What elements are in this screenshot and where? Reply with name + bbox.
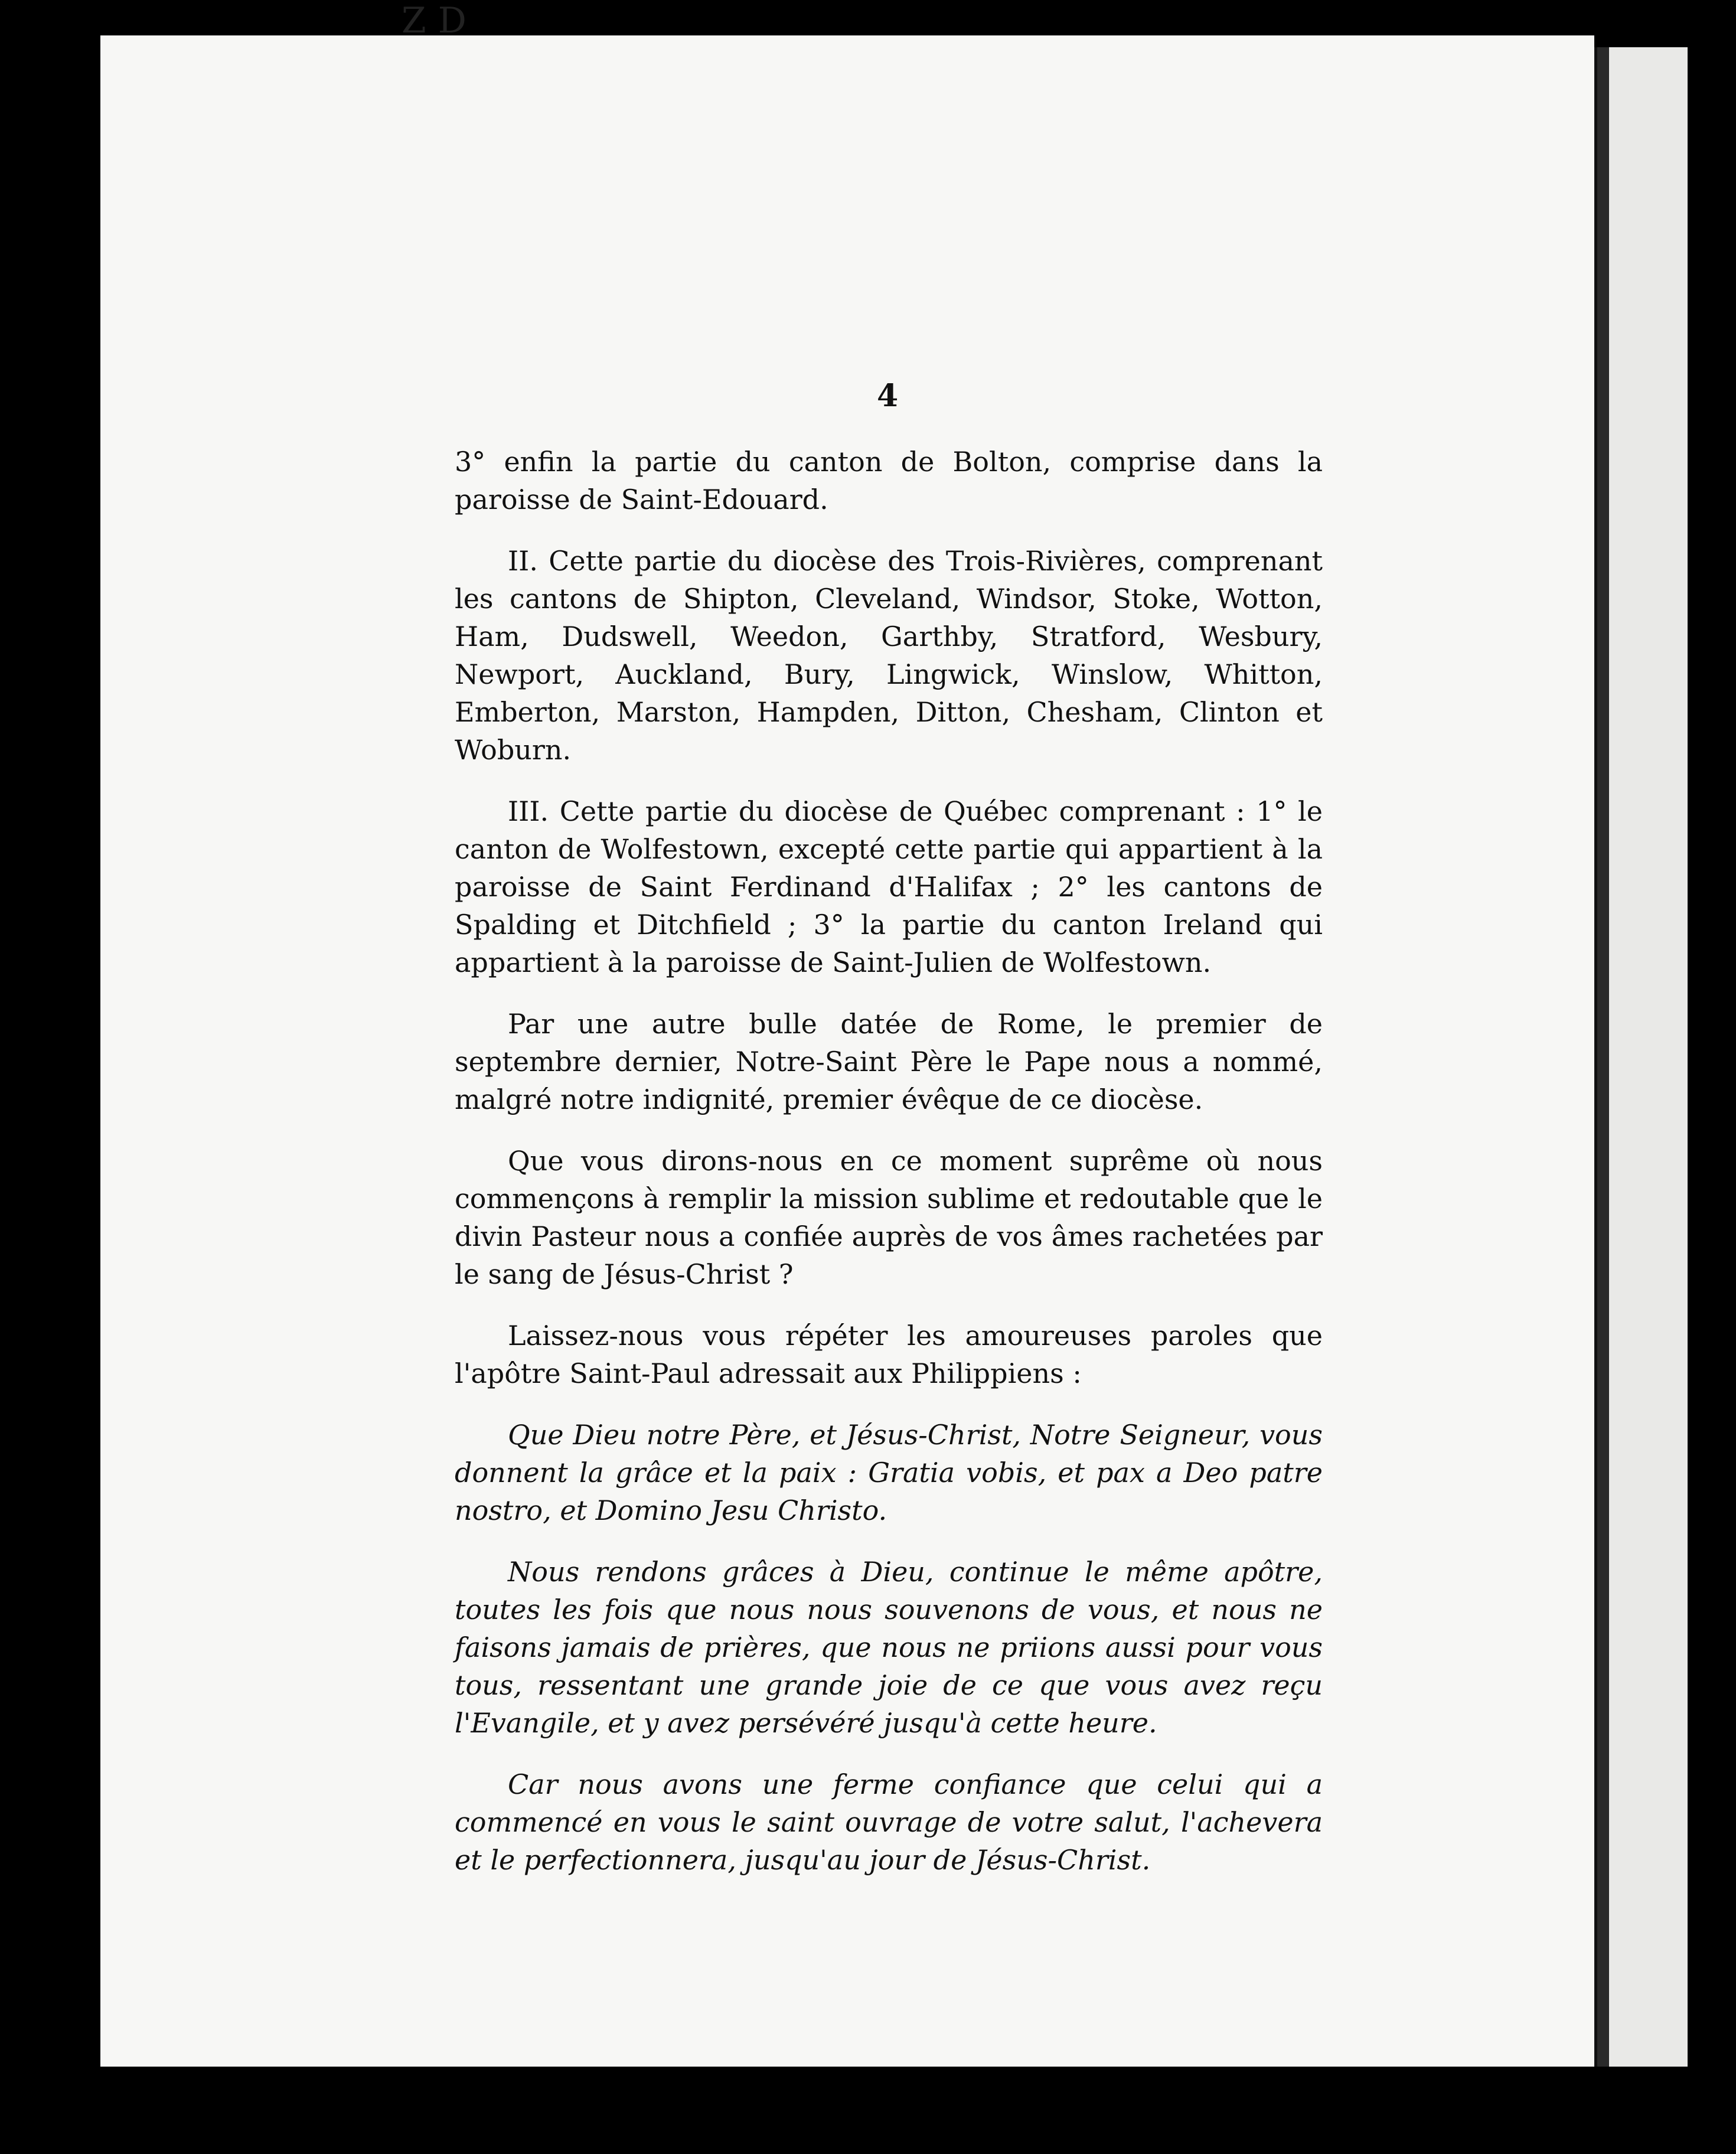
paragraph: Que vous dirons-nous en ce moment suprême où nous commençons à remplir la mission sublime et redoutable que le divin Pasteur nous a confiée auprès de vos âmes rachetées par le sang de Jésus-Christ ? [455, 1145, 1323, 1290]
paragraph: 3° enfin la partie du canton de Bolton, comprise dans la paroisse de Saint-Edouard. [455, 446, 1323, 515]
quotation-paragraph: Nous rendons grâces à Dieu, continue le même apôtre, toutes les fois que nous nous souvenons de vous, et nous ne faisons jamais de prières, que nous ne priions aussi pour vous tous, ressentant une grande joie de ce que vous avez reçu l'Evangile, et y avez persévéré jusqu'à cette heure. [455, 1556, 1323, 1739]
page-number: 4 [877, 378, 899, 414]
top-edge-mark: ZD [402, 0, 478, 41]
page-gutter-shadow [1597, 47, 1609, 2073]
quotation-paragraph: Que Dieu notre Père, et Jésus-Christ, Notre Seigneur, vous donnent la grâce et la paix : Gratia vobis, et pax a Deo patre nostro, et Domino Jesu Christo. [455, 1419, 1323, 1526]
quotation-paragraph: Car nous avons une ferme confiance que celui qui a commencé en vous le saint ouvrage de votre salut, l'achevera et le perfectionnera, jusqu'au jour de Jésus-Christ. [455, 1768, 1323, 1876]
scan-bottom-border [0, 2067, 1736, 2154]
paragraph: Par une autre bulle datée de Rome, le premier de septembre dernier, Notre-Saint Père le Pape nous a nommé, malgré notre indignité, premier évêque de ce diocèse. [455, 1008, 1323, 1115]
paragraph: Laissez-nous vous répéter les amoureuses paroles que l'apôtre Saint-Paul adressait aux Philippiens : [455, 1320, 1323, 1389]
body-text [455, 443, 1323, 1902]
paragraph: II. Cette partie du diocèse des Trois-Rivières, comprenant les cantons de Shipton, Cleveland, Windsor, Stoke, Wotton, Ham, Dudswell, Weedon, Garthby, Stratford, Wesbury, Newport, Auckland, Bury, Lingwick, Winslow, Whitton, Emberton, Marston, Hampden, Ditton, Chesham, Clinton et Woburn. [455, 545, 1323, 766]
paragraph: III. Cette partie du diocèse de Québec comprenant : 1° le canton de Wolfestown, excepté cette partie qui appartient à la paroisse de Saint Ferdinand d'Halifax ; 2° les cantons de Spalding et Ditchfield ; 3° la partie du canton Ireland qui appartient à la paroisse de Saint-Julien de Wolfestown. [455, 795, 1323, 978]
